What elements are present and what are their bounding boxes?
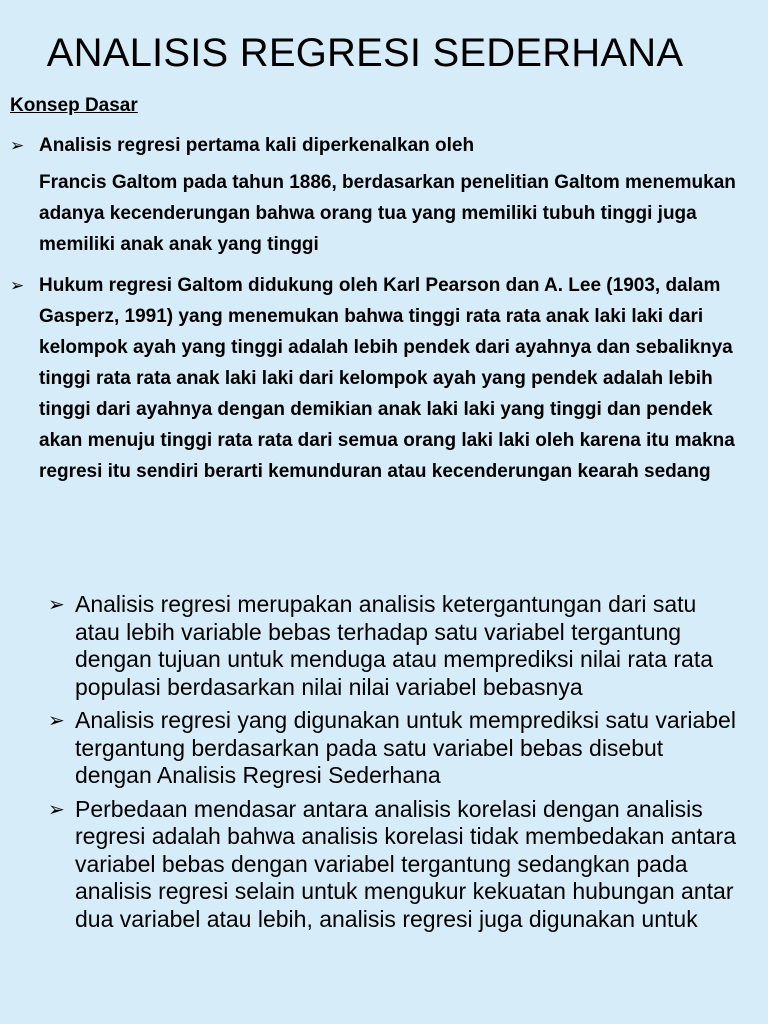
- bold-bullet-item: [10, 130, 750, 260]
- arrow-bullet-icon: ➢: [48, 710, 65, 732]
- bold-bullet-list: [10, 130, 750, 487]
- slide-title: ANALISIS REGRESI SEDERHANA: [46, 31, 684, 75]
- normal-bullet-list: [48, 591, 738, 939]
- arrow-bullet-icon: ➢: [48, 798, 65, 821]
- normal-bullet-item: [48, 591, 738, 701]
- arrow-bullet-icon: ➢: [10, 136, 25, 155]
- bullet-continuation-text: Francis Galtom pada tahun 1886, berdasarkan penelitian Galtom menemukan adanya kecenderungan bahwa orang tua yang memiliki tubuh tinggi juga memiliki anak anak yang tinggi: [39, 172, 736, 255]
- normal-bullet-item: [48, 707, 738, 790]
- bullet-text: Hukum regresi Galtom didukung oleh Karl Pearson dan A. Lee (1903, dalam Gasperz, 1991) yang menemukan bahwa tinggi rata rata anak laki laki dari kelompok ayah yang tinggi adalah lebih pendek dari ayahnya dan sebaliknya tinggi rata rata anak laki laki dari kelompok ayah yang pendek adalah lebih tinggi dari ayahnya dengan demikian anak laki laki yang tinggi dan pendek akan menuju tinggi rata rata dari semua orang laki laki oleh karena itu makna regresi itu sendiri berarti kemunduran atau kecenderungan kearah sedang: [39, 275, 735, 482]
- bullet-text: Analisis regresi yang digunakan untuk memprediksi satu variabel tergantung berdasarkan pada satu variabel bebas disebut dengan Analisis Regresi Sederhana: [75, 707, 736, 788]
- bold-bullet-item: [10, 270, 750, 487]
- bullet-text: Analisis regresi pertama kali diperkenalkan oleh: [39, 135, 475, 156]
- section-heading-konsep-dasar: Konsep Dasar: [10, 95, 138, 116]
- normal-bullet-item: [48, 796, 738, 934]
- arrow-bullet-icon: ➢: [48, 594, 65, 616]
- arrow-bullet-icon: ➢: [10, 276, 25, 295]
- bullet-text: Perbedaan mendasar antara analisis korelasi dengan analisis regresi adalah bahwa analisis korelasi tidak membedakan antara variabel bebas dengan variabel tergantung sedangkan pada analisis regresi selain untuk mengukur kekuatan hubungan antar dua variabel atau lebih, analisis regresi juga digunakan untuk: [75, 795, 736, 932]
- bullet-text: Analisis regresi merupakan analisis ketergantungan dari satu atau lebih variable bebas terhadap satu variabel tergantung dengan tujuan untuk menduga atau memprediksi nilai rata rata populasi berdasarkan nilai nilai variabel bebasnya: [75, 591, 714, 700]
